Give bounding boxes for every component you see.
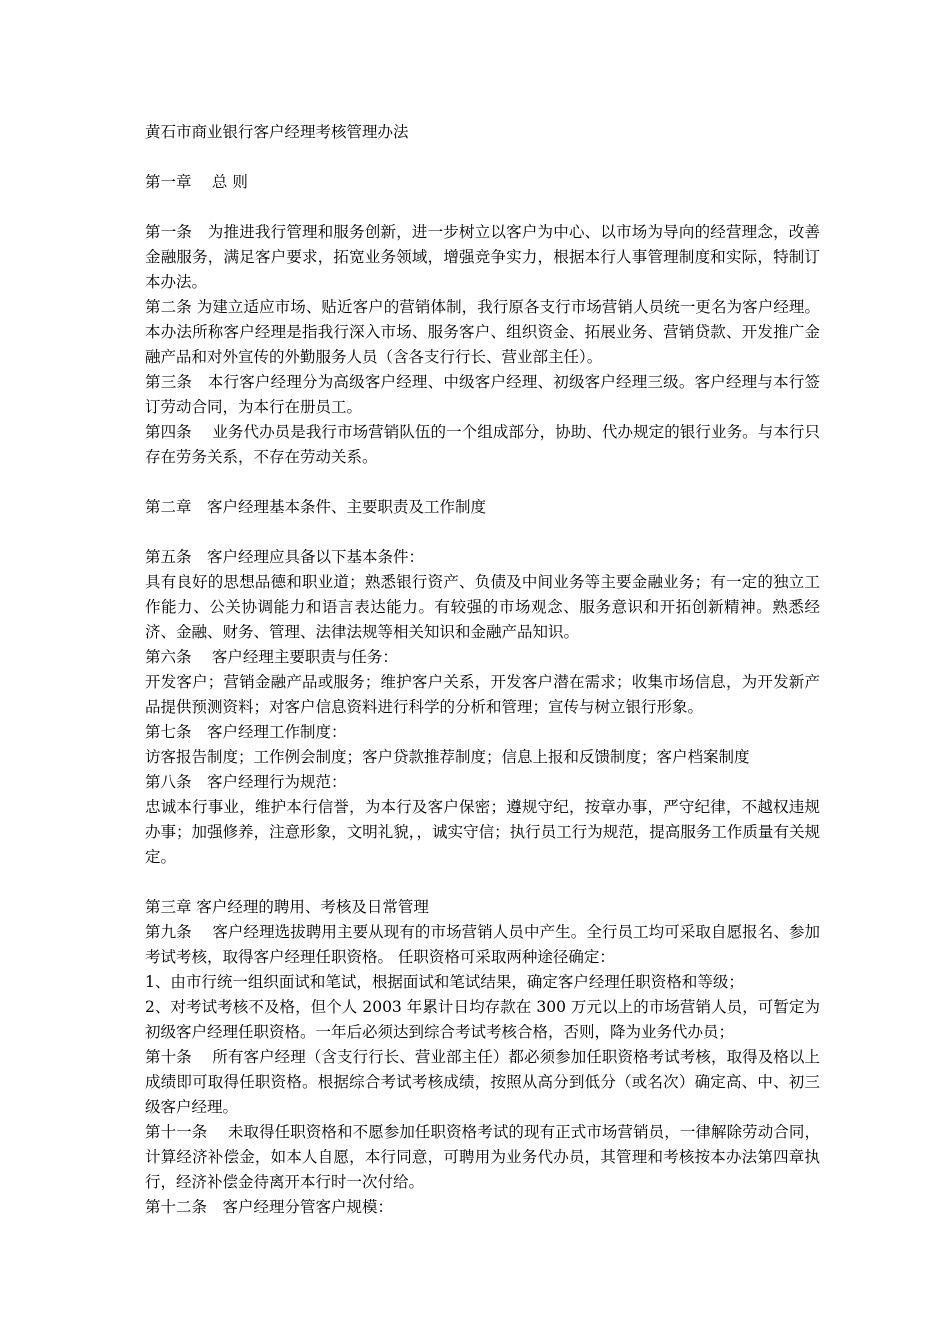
article-6-heading: 第六条 客户经理主要职责与任务： <box>145 648 398 666</box>
spacer <box>145 470 820 495</box>
article-8-heading: 第八条 客户经理行为规范： <box>145 773 347 791</box>
article-10: 第十条 所有客户经理（含支行行长、营业部主任）都必须参加任职资格考试考核，取得及格以上成绩即可取得任职资格。根据综合考试考核成绩，按照从高分到低分（或名次）确定高、中、初三级客户经理。 <box>145 1048 820 1116</box>
spacer <box>145 520 820 545</box>
chapter-2-heading: 第二章 客户经理基本条件、主要职责及工作制度 <box>145 498 487 516</box>
article-8-body: 忠诚本行事业，维护本行信誉，为本行及客户保密；遵规守纪，按章办事，严守纪律，不越权违规办事；加强修养，注意形象，文明礼貌，，诚实守信；执行员工行为规范，提高服务工作质量有关规定。 <box>145 798 820 866</box>
article-7-body: 访客报告制度；工作例会制度；客户贷款推荐制度；信息上报和反馈制度；客户档案制度 <box>145 748 750 766</box>
article-2: 第二条 为建立适应市场、贴近客户的营销体制，我行原各支行市场营销人员统一更名为客户经理。本办法所称客户经理是指我行深入市场、服务客户、组织资金、拓展业务、营销贷款、开发推广金融产品和对外宣传的外勤服务人员（含各支行行长、营业部主任）。 <box>145 298 820 366</box>
spacer <box>145 195 820 220</box>
article-1: 第一条 为推进我行管理和服务创新，进一步树立以客户为中心、以市场为导向的经营理念，改善金融服务，满足客户要求，拓宽业务领域，增强竞争实力，根据本行人事管理制度和实际，特制订本办法。 <box>145 223 820 291</box>
document-body <box>145 120 820 1220</box>
spacer <box>145 145 820 170</box>
chapter-3-heading: 第三章 客户经理的聘用、考核及日常管理 <box>145 898 429 916</box>
article-5-heading: 第五条 客户经理应具备以下基本条件： <box>145 548 425 566</box>
article-9-item-1: 1、由市行统一组织面试和笔试，根据面试和笔试结果，确定客户经理任职资格和等级； <box>145 973 744 991</box>
chapter-1-heading: 第一章 总 则 <box>145 173 248 191</box>
article-5-body: 具有良好的思想品德和职业道；熟悉银行资产、负债及中间业务等主要金融业务；有一定的独立工作能力、公关协调能力和语言表达能力。有较强的市场观念、服务意识和开拓创新精神。熟悉经济、金融、财务、管理、法律法规等相关知识和金融产品知识。 <box>145 573 820 641</box>
article-9: 第九条 客户经理选拔聘用主要从现有的市场营销人员中产生。全行员工均可采取自愿报名、参加考试考核，取得客户经理任职资格。 任职资格可采取两种途径确定： <box>145 923 820 966</box>
article-9-item-2: 2、对考试考核不及格，但个人 2003 年累计日均存款在 300 万元以上的市场营销人员，可暂定为初级客户经理任职资格。一年后必须达到综合考试考核合格，否则，降为业务代办员； <box>145 998 820 1041</box>
article-4: 第四条 业务代办员是我行市场营销队伍的一个组成部分，协助、代办规定的银行业务。与本行只存在劳务关系，不存在劳动关系。 <box>145 423 820 466</box>
article-6-body: 开发客户；营销金融产品或服务；维护客户关系，开发客户潜在需求；收集市场信息，为开发新产品提供预测资料；对客户信息资料进行科学的分析和管理；宣传与树立银行形象。 <box>145 673 820 716</box>
article-3: 第三条 本行客户经理分为高级客户经理、中级客户经理、初级客户经理三级。客户经理与本行签订劳动合同，为本行在册员工。 <box>145 373 820 416</box>
spacer <box>145 870 820 895</box>
document-title: 黄石市商业银行客户经理考核管理办法 <box>145 123 409 141</box>
article-7-heading: 第七条 客户经理工作制度： <box>145 723 347 741</box>
article-11: 第十一条 未取得任职资格和不愿参加任职资格考试的现有正式市场营销员，一律解除劳动合同，计算经济补偿金，如本人自愿，本行同意，可聘用为业务代办员，其管理和考核按本办法第四章执行，经济补偿金待离开本行时一次付给。 <box>145 1123 820 1191</box>
article-12-heading: 第十二条 客户经理分管客户规模： <box>145 1198 394 1216</box>
